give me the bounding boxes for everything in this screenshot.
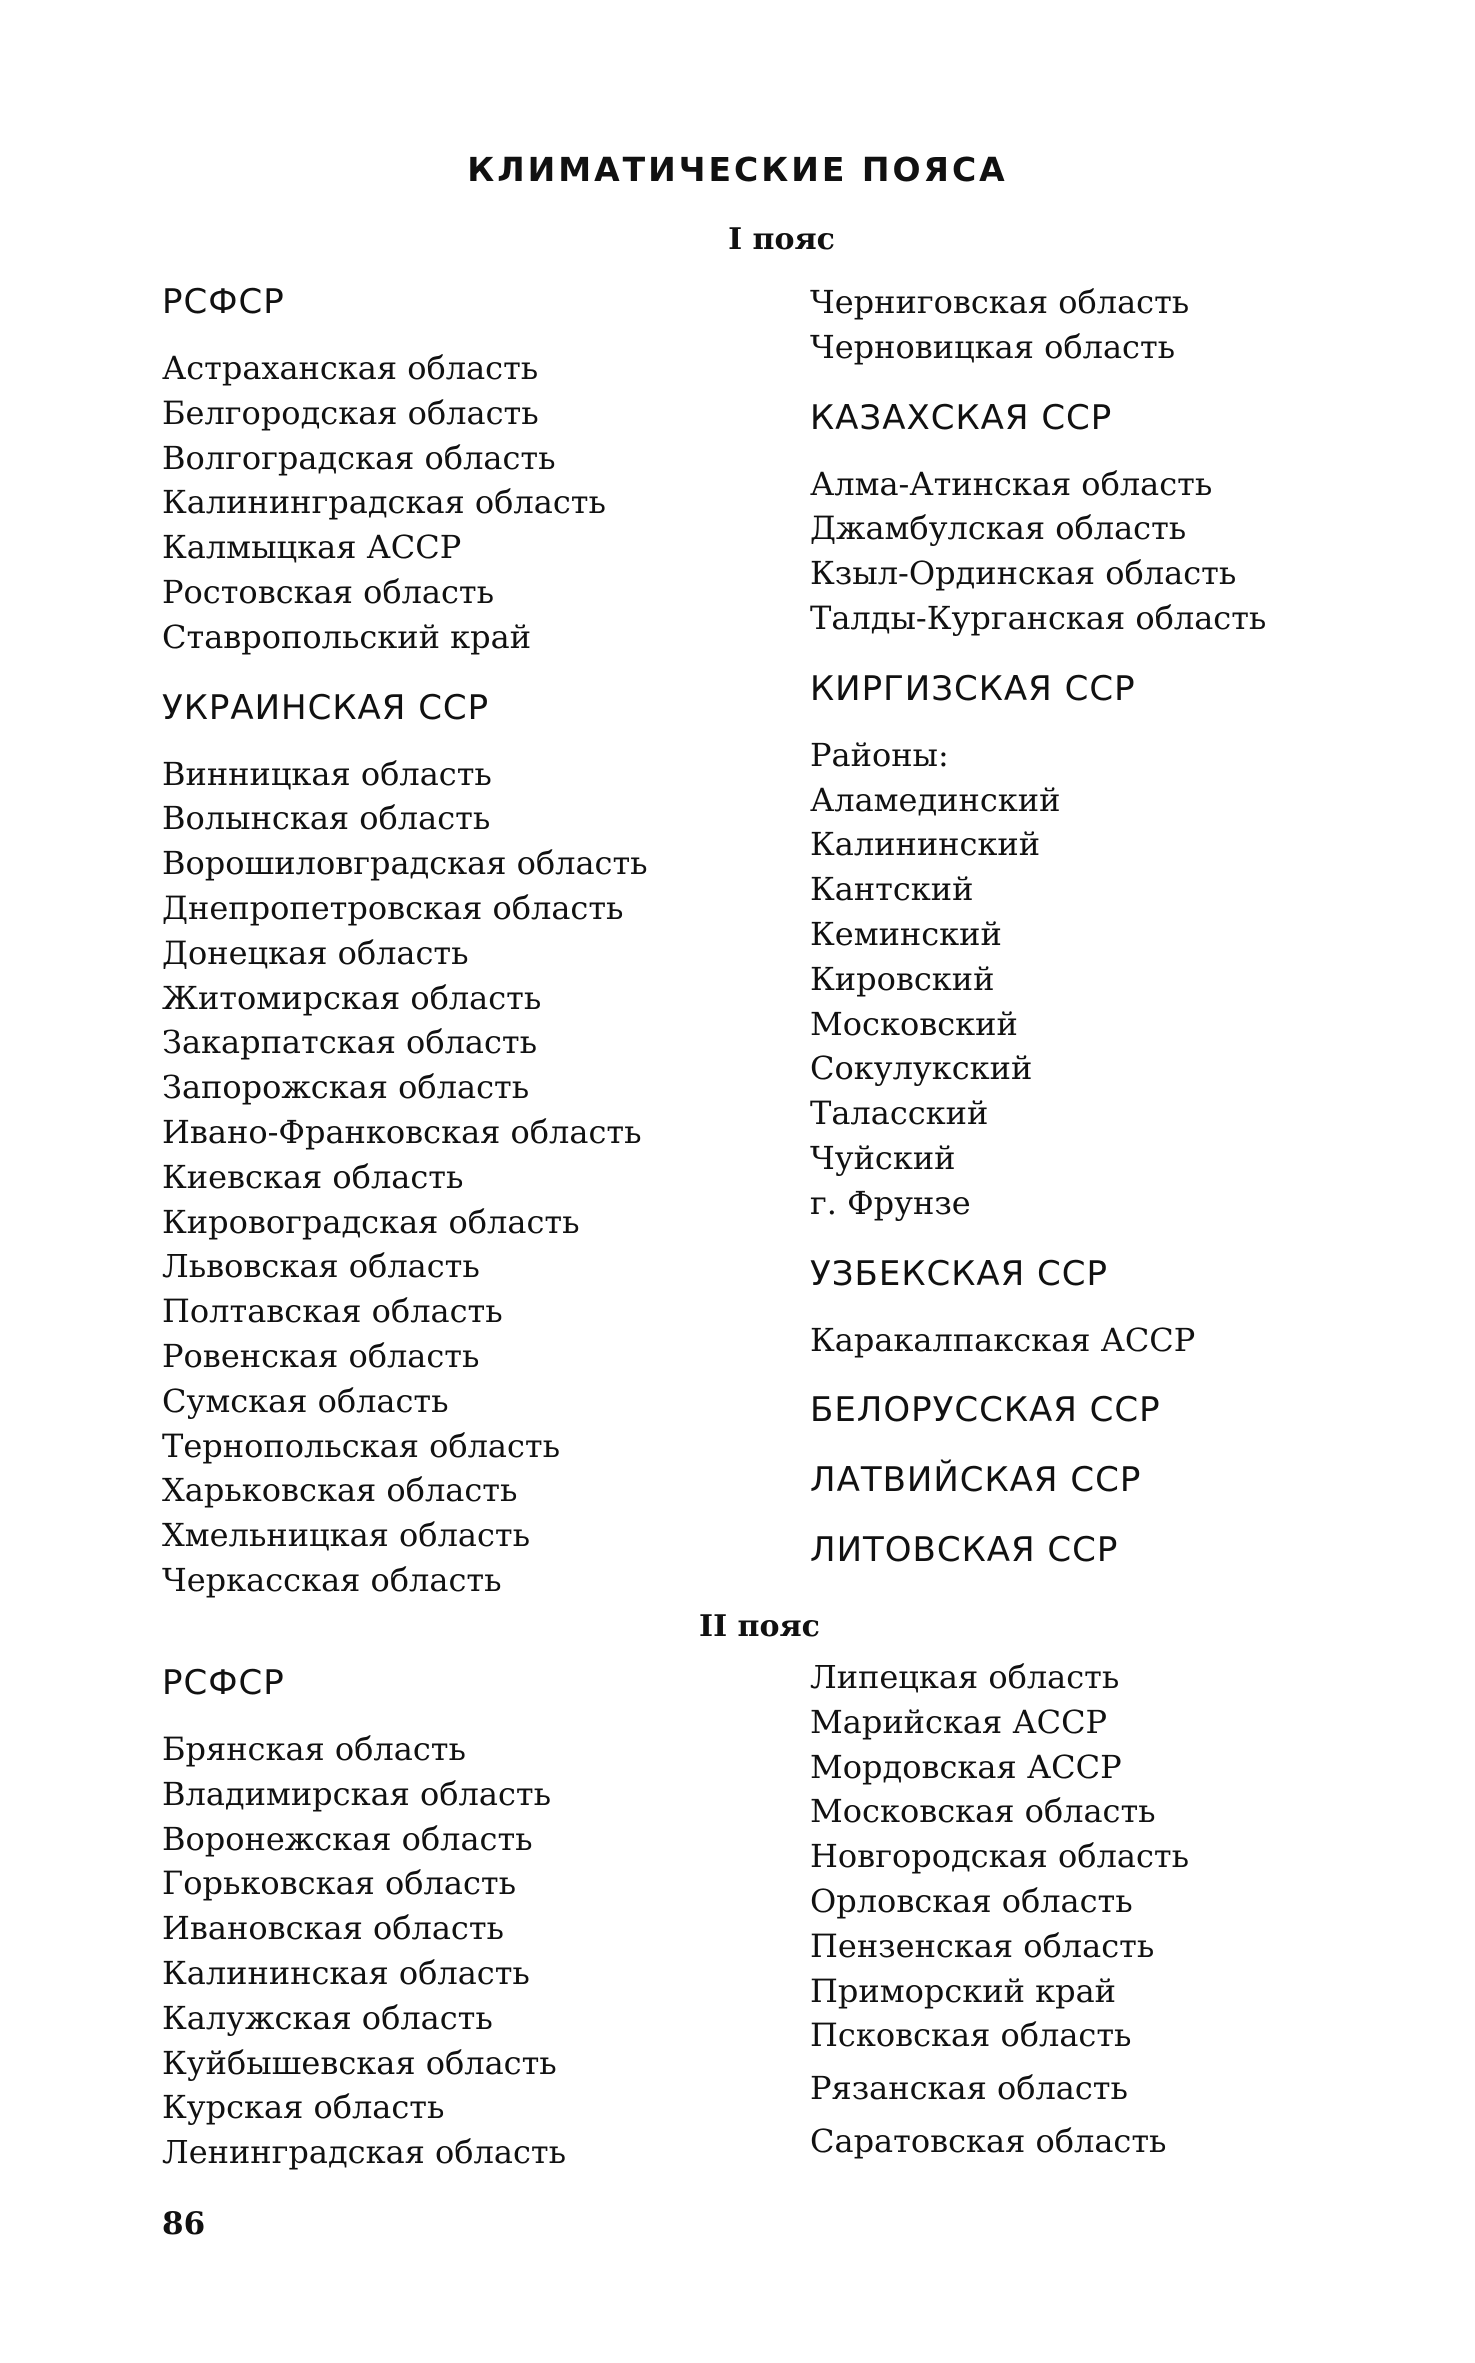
list-item: Ивано-Франковская область (162, 1112, 642, 1151)
list-item: Липецкая область (810, 1658, 1120, 1696)
list-item: Ровенская область (162, 1336, 480, 1375)
list-item: Московский (810, 1004, 1018, 1043)
section-heading-uzbek: УЗБЕКСКАЯ ССР (810, 1253, 1109, 1294)
section-heading-ukraine: УКРАИНСКАЯ ССР (162, 687, 490, 728)
region-list (810, 1318, 1430, 1363)
list-item: Астраханская область (162, 349, 539, 387)
list-item: Рязанская область (810, 2069, 1128, 2108)
list-item: Брянская область (162, 1730, 466, 1768)
list-item: Закарпатская область (162, 1023, 538, 1062)
list-item: Львовская область (162, 1247, 480, 1286)
section-heading-rsfsr: РСФСР (162, 282, 285, 322)
list-item: Белгородская область (162, 393, 539, 432)
list-item: Черновицкая область (810, 327, 1176, 366)
list-item: Горьковская область (162, 1864, 516, 1903)
list-item: Владимирская область (162, 1774, 551, 1813)
region-list (162, 1727, 782, 2175)
list-item: Кеминский (810, 914, 1002, 953)
zone-2-right-column (810, 1655, 1430, 2164)
list-item: Полтавская область (162, 1292, 503, 1331)
list-item: Новгородская область (810, 1837, 1190, 1876)
list-item: Винницкая область (162, 754, 492, 793)
list-item: Орловская область (810, 1881, 1133, 1920)
page-title: КЛИМАТИЧЕСКИЕ ПОЯСА (467, 150, 1008, 189)
list-item: Днепропетровская область (162, 888, 624, 927)
zone-1-label: I пояс (728, 222, 835, 257)
region-list (810, 733, 1430, 1226)
list-item: Московская область (810, 1792, 1156, 1831)
list-item: Ленинградская область (162, 2133, 566, 2172)
list-item: Кировоградская область (162, 1202, 580, 1241)
list-item: Мордовская АССР (810, 1747, 1122, 1786)
section-heading-lithuania: ЛИТОВСКАЯ ССР (810, 1530, 1119, 1571)
list-item: Черкасская область (162, 1560, 502, 1599)
list-item: Киевская область (162, 1157, 464, 1196)
list-item: Аламединский (810, 780, 1061, 819)
list-item: Куйбышевская область (162, 2043, 557, 2082)
list-item: Кантский (810, 870, 974, 909)
list-item: Волгоградская область (162, 438, 556, 477)
section-heading-kazakh: КАЗАХСКАЯ ССР (810, 397, 1113, 438)
list-item: Сокулукский (810, 1049, 1033, 1088)
page-number: 86 (162, 2206, 206, 2242)
list-item: Харьковская область (162, 1471, 518, 1510)
region-list (162, 346, 782, 660)
list-item: Калининградская область (162, 483, 606, 522)
list-item: Донецкая область (162, 933, 469, 972)
zone-2-left-column (162, 1661, 782, 2175)
region-list (810, 280, 1430, 370)
list-item: Алма-Атинская область (810, 464, 1213, 503)
list-item: Черниговская область (810, 283, 1190, 321)
list-item: Псковская область (810, 2016, 1132, 2055)
list-item: Саратовская область (810, 2121, 1167, 2160)
list-item: Кировский (810, 959, 995, 998)
region-list (810, 462, 1430, 641)
list-item: Таласский (810, 1094, 989, 1133)
list-item: Калининская область (162, 1953, 530, 1992)
list-item: Волынская область (162, 799, 491, 838)
list-item: Районы: (810, 735, 949, 774)
list-item: Житомирская область (162, 978, 542, 1017)
list-item: Тернопольская область (162, 1426, 561, 1465)
section-heading-latvia: ЛАТВИЙСКАЯ ССР (810, 1460, 1142, 1501)
list-item: Ивановская область (162, 1909, 504, 1948)
list-item: Калмыцкая АССР (162, 528, 462, 567)
zone-1-right-column (810, 280, 1430, 1572)
list-item: Марийская АССР (810, 1702, 1108, 1741)
list-item: Джамбулская область (810, 509, 1187, 548)
list-item: Хмельницкая область (162, 1516, 531, 1555)
zone-2-label: II пояс (699, 1609, 820, 1644)
list-item: Калининский (810, 825, 1041, 864)
list-item: Запорожская область (162, 1068, 530, 1107)
list-item: Курская область (162, 2088, 445, 2127)
list-item: Каракалпакская АССР (810, 1320, 1196, 1359)
list-item: Ростовская область (162, 572, 495, 611)
list-item: Пензенская область (810, 1926, 1155, 1965)
section-heading-belarus: БЕЛОРУССКАЯ ССР (810, 1390, 1161, 1431)
section-heading-rsfsr: РСФСР (162, 1663, 285, 1703)
zone-1-left-column (162, 280, 782, 1603)
list-item: Приморский край (810, 1971, 1116, 2010)
list-item: Кзыл-Ординская область (810, 554, 1237, 593)
list-item: Ворошиловградская область (162, 844, 648, 883)
list-item: г. Фрунзе (810, 1183, 971, 1222)
list-item: Ставропольский край (162, 617, 532, 656)
region-list (162, 752, 782, 1603)
list-item: Воронежская область (162, 1819, 533, 1858)
list-item: Сумская область (162, 1381, 449, 1420)
list-item: Чуйский (810, 1138, 956, 1177)
section-heading-kyrgyz: КИРГИЗСКАЯ ССР (810, 668, 1136, 709)
list-item: Калужская область (162, 1998, 493, 2037)
list-item: Талды-Курганская область (810, 598, 1267, 637)
region-list (810, 1655, 1430, 2164)
